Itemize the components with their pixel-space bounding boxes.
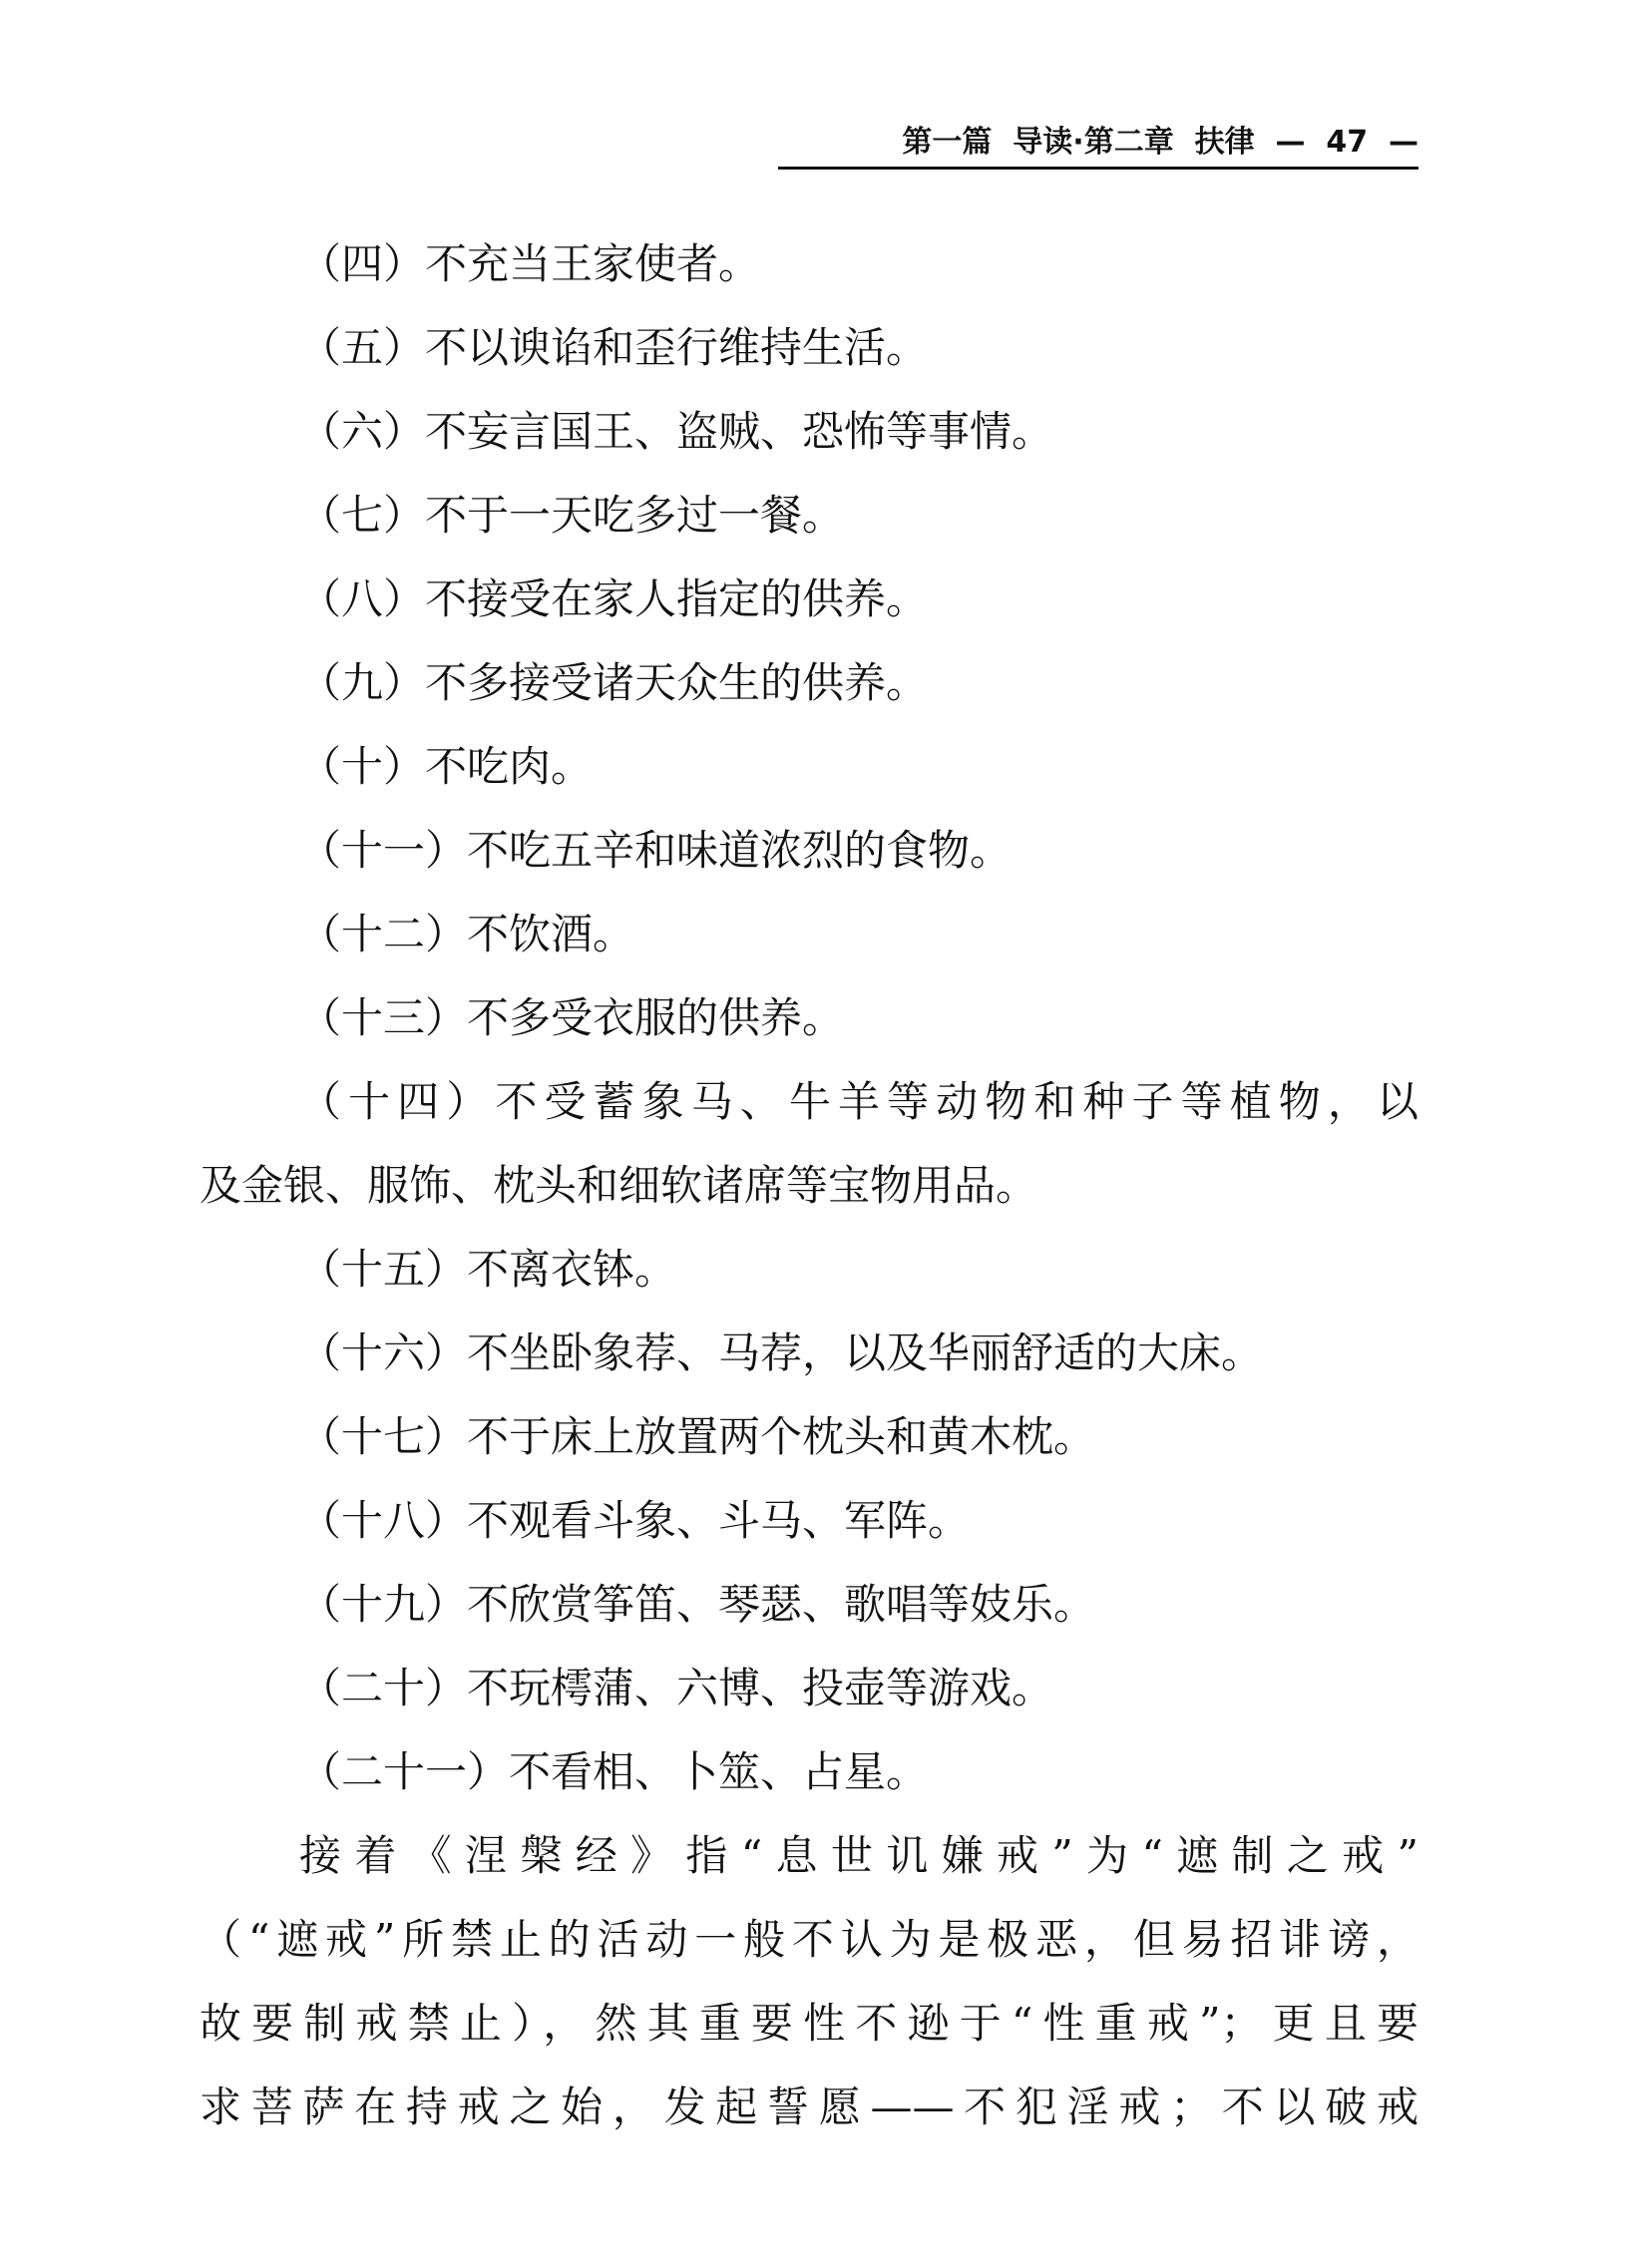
text-line: （十六）不坐卧象荐、马荐，以及华丽舒适的大床。 [299, 1328, 1264, 1377]
text-line: （二十）不玩樗蒲、六博、投壶等游戏。 [299, 1664, 1054, 1712]
text-line: 故要制戒禁止），然其重要性不逊于“性重戒”；更且要 [200, 1999, 1419, 2048]
text-line: （十三）不多受衣服的供养。 [299, 993, 845, 1042]
header-text: 第一篇 导读·第二章 扶律 — 47 — [902, 125, 1419, 160]
text-line: 求菩萨在持戒之始，发起誓愿——不犯淫戒；不以破戒 [200, 2082, 1419, 2131]
text-line: （十一）不吃五辛和味道浓烈的食物。 [299, 826, 1013, 875]
text-line: （“遮戒”所禁止的活动一般不认为是极恶，但易招诽谤， [200, 1915, 1419, 1964]
text-line: 及金银、服饰、枕头和细软诸席等宝物用品。 [200, 1161, 1038, 1210]
text-line: （二十一）不看相、卜筮、占星。 [299, 1747, 929, 1796]
text-line: （八）不接受在家人指定的供养。 [299, 574, 929, 623]
text-line: （十）不吃肉。 [299, 742, 594, 791]
text-line: （十七）不于床上放置两个枕头和黄木枕。 [299, 1412, 1096, 1461]
text-line: （十四）不受蓄象马、牛羊等动物和种子等植物，以 [299, 1077, 1419, 1126]
text-line: （四）不充当王家使者。 [299, 239, 761, 288]
text-line: （七）不于一天吃多过一餐。 [299, 491, 845, 540]
text-line: （十五）不离衣钵。 [299, 1245, 677, 1294]
body-text [200, 222, 1419, 2149]
running-header [778, 120, 1419, 170]
text-line: 接着《涅槃经》指“息世讥嫌戒”为“遮制之戒” [299, 1831, 1419, 1880]
text-line: （十九）不欣赏筝笛、琴瑟、歌唱等妓乐。 [299, 1580, 1096, 1629]
text-line: （五）不以谀谄和歪行维持生活。 [299, 323, 929, 372]
text-line: （十二）不饮酒。 [299, 910, 635, 958]
text-line: （九）不多接受诸天众生的供养。 [299, 658, 929, 707]
text-line: （六）不妄言国王、盗贼、恐怖等事情。 [299, 407, 1054, 456]
text-line: （十八）不观看斗象、斗马、军阵。 [299, 1496, 971, 1545]
